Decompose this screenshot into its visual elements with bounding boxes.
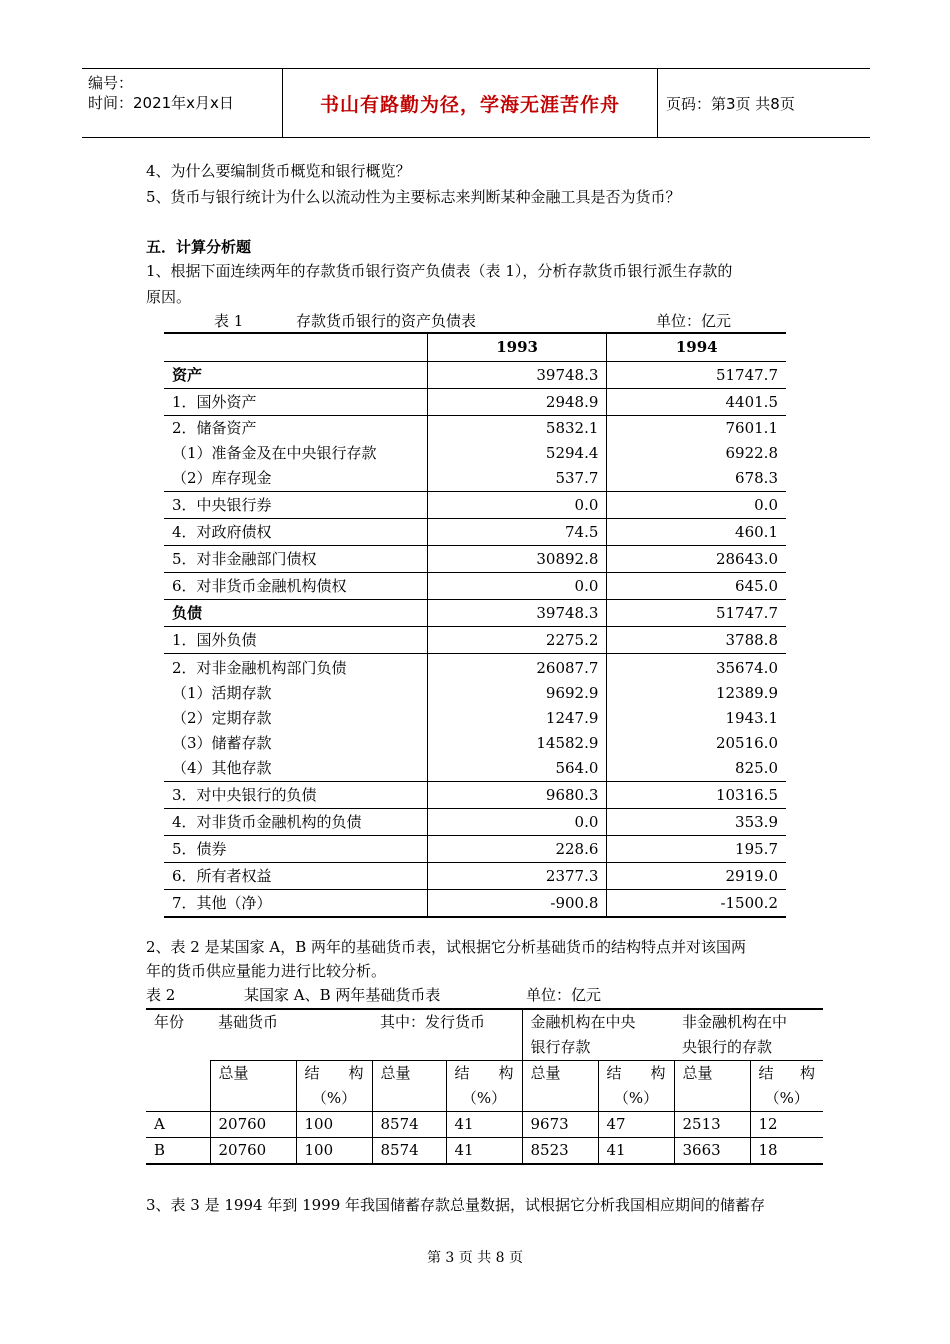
table2-caption-number: 表 2 bbox=[146, 986, 176, 1004]
cell-1994: 51747.7 bbox=[607, 362, 786, 389]
row-label: （2）库存现金 bbox=[172, 469, 272, 487]
sub-struct-char1: 结 bbox=[606, 1064, 622, 1082]
cell-1994: 51747.7 bbox=[607, 600, 786, 627]
table1-caption-unit: 单位：亿元 bbox=[656, 312, 732, 330]
table-row bbox=[164, 706, 786, 731]
cell-1993: 26087.7 bbox=[427, 654, 607, 682]
header-fin-line2: 银行存款 bbox=[530, 1038, 591, 1056]
cell-1993: 0.0 bbox=[427, 492, 607, 519]
row-label: 4．对政府债权 bbox=[164, 519, 427, 546]
row-label: 2．储备资产 bbox=[164, 416, 427, 442]
cell-1994: 35674.0 bbox=[607, 654, 786, 682]
sub-pct: （%） bbox=[764, 1089, 809, 1107]
cell-1994: 195.7 bbox=[607, 836, 786, 863]
table-row bbox=[164, 573, 786, 600]
row-label: （4）其他存款 bbox=[172, 759, 272, 777]
cell-1994: 678.3 bbox=[607, 466, 786, 492]
cell-nonfin-total: 3663 bbox=[674, 1138, 750, 1165]
cell-base-total: 20760 bbox=[210, 1138, 296, 1165]
balance-sheet-table bbox=[164, 332, 786, 918]
base-money-table bbox=[146, 1008, 823, 1165]
row-label: 6．对非货币金融机构债权 bbox=[164, 573, 427, 600]
cell-1993: 2948.9 bbox=[427, 389, 607, 416]
sub-total: 总量 bbox=[210, 1061, 296, 1112]
cell-1994: 6922.8 bbox=[607, 441, 786, 466]
sub-pct: （%） bbox=[311, 1089, 357, 1107]
cell-1993: 74.5 bbox=[427, 519, 607, 546]
header-issued-currency: 其中：发行货币 bbox=[372, 1009, 522, 1061]
sub-struct-char2: 构 bbox=[498, 1064, 514, 1082]
cell-issue-pct: 41 bbox=[446, 1112, 522, 1138]
cell-1993: 2377.3 bbox=[427, 863, 607, 890]
sub-struct-char1: 结 bbox=[758, 1064, 774, 1082]
header-year: 年份 bbox=[146, 1009, 210, 1112]
cell-1993: -900.8 bbox=[427, 890, 607, 918]
header-nonfinancial-deposits bbox=[674, 1009, 823, 1061]
cell-nonfin-pct: 18 bbox=[750, 1138, 823, 1165]
cell-1993: 564.0 bbox=[427, 756, 607, 782]
cell-fin-pct: 41 bbox=[598, 1138, 674, 1165]
sub-structure bbox=[750, 1061, 823, 1112]
table-row bbox=[164, 809, 786, 836]
cell-1994: 645.0 bbox=[607, 573, 786, 600]
sub-struct-char1: 结 bbox=[304, 1064, 320, 1082]
table-row bbox=[164, 492, 786, 519]
table-row bbox=[164, 441, 786, 466]
table-row bbox=[164, 654, 786, 682]
cell-issue-total: 8574 bbox=[372, 1112, 446, 1138]
table-header-row bbox=[146, 1009, 823, 1061]
col-header-1994: 1994 bbox=[607, 333, 786, 362]
cell-1993: 0.0 bbox=[427, 573, 607, 600]
table-row bbox=[164, 782, 786, 809]
sub-pct: （%） bbox=[613, 1089, 659, 1107]
row-label: 3．中央银行券 bbox=[164, 492, 427, 519]
header-left-cell bbox=[82, 69, 283, 137]
table-row bbox=[164, 546, 786, 573]
cell-1994: 7601.1 bbox=[607, 416, 786, 442]
cell-1994: 1943.1 bbox=[607, 706, 786, 731]
cell-1994: 353.9 bbox=[607, 809, 786, 836]
cell-1993: 9692.9 bbox=[427, 681, 607, 706]
cell-fin-total: 8523 bbox=[522, 1138, 598, 1165]
row-label: 1．国外资产 bbox=[164, 389, 427, 416]
col-header-1993: 1993 bbox=[427, 333, 607, 362]
cell-nonfin-total: 2513 bbox=[674, 1112, 750, 1138]
cell-1994: -1500.2 bbox=[607, 890, 786, 918]
cell-1994: 4401.5 bbox=[607, 389, 786, 416]
table-row bbox=[164, 863, 786, 890]
row-label: 5．对非金融部门债权 bbox=[164, 546, 427, 573]
row-label: 负债 bbox=[164, 600, 427, 627]
time-label: 时间：2021年x月x日 bbox=[88, 94, 234, 112]
table-subheader-row bbox=[146, 1061, 823, 1112]
cell-year: B bbox=[146, 1138, 210, 1165]
cell-1994: 28643.0 bbox=[607, 546, 786, 573]
section-title: 五．计算分析题 bbox=[146, 238, 252, 256]
sub-total: 总量 bbox=[522, 1061, 598, 1112]
cell-1994: 460.1 bbox=[607, 519, 786, 546]
cell-nonfin-pct: 12 bbox=[750, 1112, 823, 1138]
row-label: 1．国外负债 bbox=[164, 627, 427, 654]
sub-structure bbox=[598, 1061, 674, 1112]
table1-caption-number: 表 1 bbox=[214, 312, 244, 330]
cell-1993: 30892.8 bbox=[427, 546, 607, 573]
sub-struct-char2: 构 bbox=[348, 1064, 364, 1082]
table-row bbox=[164, 519, 786, 546]
cell-fin-total: 9673 bbox=[522, 1112, 598, 1138]
table-row bbox=[164, 627, 786, 654]
cell-1993: 39748.3 bbox=[427, 600, 607, 627]
cell-base-pct: 100 bbox=[296, 1138, 372, 1165]
cell-1994: 2919.0 bbox=[607, 863, 786, 890]
page-header bbox=[82, 68, 870, 138]
sub-struct-char2: 构 bbox=[799, 1064, 815, 1082]
sub-structure bbox=[296, 1061, 372, 1112]
cell-1993: 9680.3 bbox=[427, 782, 607, 809]
question-2-line2: 年的货币供应量能力进行比较分析。 bbox=[146, 962, 387, 980]
page-footer: 第 3 页 共 8 页 bbox=[426, 1250, 524, 1266]
sub-structure bbox=[446, 1061, 522, 1112]
row-label: 4．对非货币金融机构的负债 bbox=[164, 809, 427, 836]
row-label: 5．债券 bbox=[164, 836, 427, 863]
row-label: （3）储蓄存款 bbox=[172, 734, 272, 752]
row-label: 2．对非金融机构部门负债 bbox=[164, 654, 427, 682]
table2-caption-title: 某国家 A、B 两年基础货币表 bbox=[244, 986, 441, 1004]
cell-base-pct: 100 bbox=[296, 1112, 372, 1138]
sub-total: 总量 bbox=[372, 1061, 446, 1112]
sub-struct-char2: 构 bbox=[650, 1064, 666, 1082]
row-label: 7．其他（净） bbox=[164, 890, 427, 918]
row-label: 3．对中央银行的负债 bbox=[164, 782, 427, 809]
header-nonfin-line2: 央银行的存款 bbox=[682, 1038, 773, 1056]
page-code: 页码：第3页 共8页 bbox=[666, 94, 795, 113]
cell-1993: 39748.3 bbox=[427, 362, 607, 389]
table-row bbox=[164, 731, 786, 756]
row-label: 资产 bbox=[164, 362, 427, 389]
question-4: 4、为什么要编制货币概览和银行概览？ bbox=[146, 162, 411, 180]
header-center-cell bbox=[283, 69, 658, 137]
table-row bbox=[164, 836, 786, 863]
header-fin-line1: 金融机构在中央 bbox=[530, 1013, 636, 1031]
row-label: （2）定期存款 bbox=[172, 709, 272, 727]
table-row bbox=[164, 890, 786, 918]
cell-1994: 10316.5 bbox=[607, 782, 786, 809]
sub-struct-char1: 结 bbox=[454, 1064, 470, 1082]
table-row bbox=[164, 600, 786, 627]
row-label: （1）活期存款 bbox=[172, 684, 272, 702]
cell-1993: 0.0 bbox=[427, 809, 607, 836]
cell-1993: 228.6 bbox=[427, 836, 607, 863]
cell-issue-pct: 41 bbox=[446, 1138, 522, 1165]
cell-1993: 2275.2 bbox=[427, 627, 607, 654]
table-header-row bbox=[164, 333, 786, 362]
row-label: （1）准备金及在中央银行存款 bbox=[172, 444, 377, 462]
table-row bbox=[164, 466, 786, 492]
header-base-money: 基础货币 bbox=[210, 1009, 372, 1061]
header-financial-deposits bbox=[522, 1009, 674, 1061]
sub-pct: （%） bbox=[461, 1089, 507, 1107]
cell-year: A bbox=[146, 1112, 210, 1138]
question-1-line2: 原因。 bbox=[146, 288, 192, 306]
header-nonfin-line1: 非金融机构在中 bbox=[682, 1013, 788, 1031]
cell-base-total: 20760 bbox=[210, 1112, 296, 1138]
cell-1993: 5832.1 bbox=[427, 416, 607, 442]
table-row bbox=[164, 756, 786, 782]
table-row bbox=[164, 362, 786, 389]
table-row bbox=[164, 681, 786, 706]
question-5: 5、货币与银行统计为什么以流动性为主要标志来判断某种金融工具是否为货币？ bbox=[146, 188, 681, 206]
table-row bbox=[146, 1138, 823, 1165]
cell-issue-total: 8574 bbox=[372, 1138, 446, 1165]
header-blank bbox=[164, 333, 427, 362]
header-right-cell bbox=[658, 69, 870, 137]
table2-caption-unit: 单位：亿元 bbox=[526, 986, 602, 1004]
table1-caption-title: 存款货币银行的资产负债表 bbox=[296, 312, 477, 330]
table-row bbox=[164, 416, 786, 442]
cell-1993: 14582.9 bbox=[427, 731, 607, 756]
question-1-line1: 1、根据下面连续两年的存款货币银行资产负债表（表 1），分析存款货币银行派生存款的 bbox=[146, 262, 733, 280]
cell-1994: 3788.8 bbox=[607, 627, 786, 654]
sub-total: 总量 bbox=[674, 1061, 750, 1112]
cell-1994: 0.0 bbox=[607, 492, 786, 519]
question-3-line1: 3、表 3 是 1994 年到 1999 年我国储蓄存款总量数据，试根据它分析我国相应期间的储蓄存 bbox=[146, 1196, 766, 1214]
cell-1994: 20516.0 bbox=[607, 731, 786, 756]
cell-1994: 12389.9 bbox=[607, 681, 786, 706]
cell-1993: 1247.9 bbox=[427, 706, 607, 731]
table-row bbox=[164, 389, 786, 416]
cell-1993: 537.7 bbox=[427, 466, 607, 492]
serial-label: 编号： bbox=[88, 74, 134, 92]
row-label: 6．所有者权益 bbox=[164, 863, 427, 890]
cell-1994: 825.0 bbox=[607, 756, 786, 782]
cell-1993: 5294.4 bbox=[427, 441, 607, 466]
question-2-line1: 2、表 2 是某国家 A，B 两年的基础货币表，试根据它分析基础货币的结构特点并对该国两 bbox=[146, 938, 747, 956]
table-row bbox=[146, 1112, 823, 1138]
cell-fin-pct: 47 bbox=[598, 1112, 674, 1138]
motto: 书山有路勤为径，学海无涯苦作舟 bbox=[319, 93, 620, 116]
